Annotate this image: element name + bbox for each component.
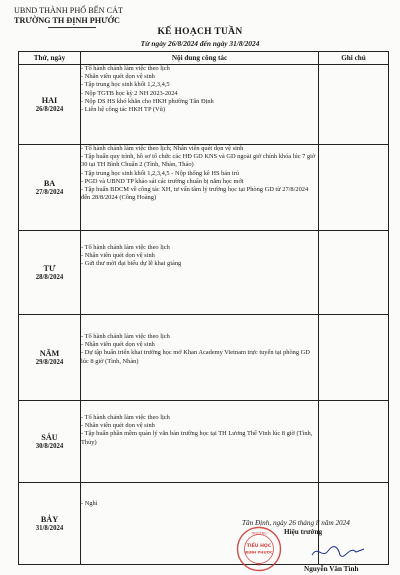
list-item: - Tổ hành chánh làm việc theo lịch xyxy=(81,65,170,72)
list-item: - Nhân viên quét dọn vệ sinh xyxy=(81,73,155,81)
list-item: - Nghỉ xyxy=(81,500,98,507)
signer-name: Nguyễn Văn Tình xyxy=(304,565,359,573)
org-school: TRƯỜNG TH ĐỊNH PHƯỚC xyxy=(14,16,120,25)
day-date: 29/8/2024 xyxy=(35,358,64,366)
note-cell xyxy=(319,231,389,315)
day-date: 27/8/2024 xyxy=(35,188,64,196)
table-row xyxy=(19,401,389,483)
col-header-content: Nội dung công tác xyxy=(81,52,319,65)
list-item: - Nhân viên quét dọn vệ sinh xyxy=(81,422,155,430)
list-item: - Tập huấn phần mềm quản lý văn bản trường học tại TH Lương Thế Vinh lúc 8 giờ (Tình, Thủy) xyxy=(81,430,313,446)
note-cell xyxy=(319,145,389,231)
note-cell xyxy=(319,315,389,401)
table-row xyxy=(19,231,389,315)
table-header-row xyxy=(19,52,389,65)
table-row xyxy=(19,315,389,401)
day-name: SÁU xyxy=(41,432,58,442)
list-item: - Tập huấn quy trình, hồ sơ tổ chức các HĐ GD KNS và GD ngoài giờ chính khóa lúc 7 giờ 30 tại TH Bình Chuẩn 2 (Tình, Nhàn, Thảo) xyxy=(81,153,316,169)
day-date: 30/8/2024 xyxy=(35,442,64,450)
day-cell xyxy=(19,231,81,315)
day-date: 28/8/2024 xyxy=(35,273,64,281)
svg-text:ĐỊNH PHƯỚC: ĐỊNH PHƯỚC xyxy=(245,549,273,555)
svg-text:★: ★ xyxy=(256,562,262,568)
day-cell xyxy=(19,65,81,145)
day-cell xyxy=(19,483,81,565)
content-cell xyxy=(81,65,319,145)
content-cell xyxy=(81,145,319,231)
list-item: - Tổ hành chánh làm việc theo lịch; Nhân viên quét dọn vệ sinh xyxy=(81,145,244,152)
list-item: - Tổ hành chánh làm việc theo lịch xyxy=(81,244,170,251)
list-item: - PGD và UBND TP khảo sát các trường chuẩn bị năm học mới xyxy=(81,177,244,185)
day-name: HAI xyxy=(41,95,58,105)
col-header-day: Thứ, ngày xyxy=(19,52,81,65)
day-date: 26/8/2024 xyxy=(35,105,64,113)
table-row xyxy=(19,145,389,231)
content-cell xyxy=(81,231,319,315)
day-cell xyxy=(19,401,81,483)
list-item: - Liên hệ công tác HKH TP (Vũ) xyxy=(81,106,165,114)
list-item: - Tổ hành chánh làm việc theo lịch xyxy=(81,333,170,340)
list-item: - Nhân viên quét dọn vệ sinh xyxy=(81,252,155,260)
weekly-plan-table xyxy=(18,51,389,565)
note-cell xyxy=(319,65,389,145)
day-name: BA xyxy=(43,178,56,188)
document-title: KẾ HOẠCH TUẦN xyxy=(157,27,243,37)
day-name: NĂM xyxy=(39,348,60,358)
content-cell xyxy=(81,315,319,401)
note-cell xyxy=(319,401,389,483)
col-header-note: Ghi chú xyxy=(319,52,389,65)
list-item: - Nộp TGTB học kỳ 2 NH 2023-2024 xyxy=(81,89,178,97)
day-date: 31/8/2024 xyxy=(35,524,64,532)
list-item: - Nộp DS HS khó khăn cho HKH phường Tân Định xyxy=(81,97,214,105)
list-item: - Dự tập huấn triển khai trường học mở Khan Academy Vietnam trực tuyến tại phòng GD lúc 8 giờ (Tình, Nhàn) xyxy=(81,349,310,365)
day-cell xyxy=(19,315,81,401)
svg-text:TRƯỜNG: TRƯỜNG xyxy=(251,531,267,536)
list-item: - Tổ hành chánh làm việc theo lịch xyxy=(81,414,170,421)
signature-icon xyxy=(310,543,366,561)
day-cell xyxy=(19,145,81,231)
list-item: - Nhân viên quét dọn vệ sinh xyxy=(81,341,155,349)
place-date: Tân Định, ngày 26 tháng 8 năm 2024 xyxy=(242,519,350,527)
svg-text:TIỂU HỌC: TIỂU HỌC xyxy=(246,544,272,549)
list-item: - Tập trung học sinh khối 1,2,3,4,5 xyxy=(81,81,170,89)
content-cell xyxy=(81,401,319,483)
day-name: TƯ xyxy=(43,263,56,273)
document-subtitle: Từ ngày 26/8/2024 đến ngày 31/8/2024 xyxy=(140,39,260,48)
list-item: - Tập huấn BDCM về công tác XH, tư vấn tâm lý trường học tại Phòng GD từ 27/8/2024 đến 28/8/2024 (Công Hoàng) xyxy=(81,186,309,202)
table-row xyxy=(19,65,389,145)
list-item: - Tập trung học sinh khối 1,2,3,4,5 - Nộp thống kê HS bán trú xyxy=(81,169,240,177)
list-item: - Gửi thư mời đại biểu dự lễ khai giảng xyxy=(81,260,182,268)
organization-header xyxy=(14,6,123,28)
day-name: BẢY xyxy=(40,514,59,524)
org-parent: UBND THÀNH PHỐ BẾN CÁT xyxy=(14,6,124,15)
signer-role: Hiệu trưởng xyxy=(284,528,323,536)
